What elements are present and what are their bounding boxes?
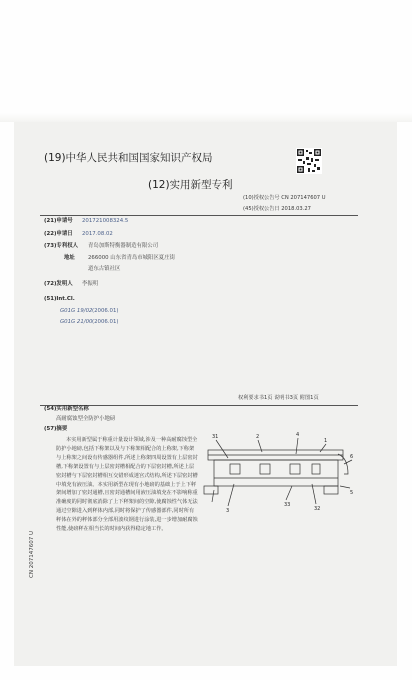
- application-number-label: (21)申请号: [44, 218, 73, 224]
- page-count-info: 权利要求书1页 说明书3页 附图1页: [238, 395, 319, 401]
- patentee: 青岛加斯特衡器制造有限公司: [88, 243, 159, 249]
- patentee-label: (73)专利权人: [44, 243, 78, 249]
- figure-label: 33: [284, 502, 291, 508]
- figure-label: 32: [314, 506, 321, 512]
- header-rule: [40, 215, 358, 216]
- title-label: (54)实用新型名称: [44, 406, 89, 412]
- side-publication-number: CN 207147607 U: [29, 531, 35, 578]
- figure-label: 2: [256, 434, 260, 440]
- figure-label: 5: [350, 490, 354, 496]
- figure-label: 6: [350, 454, 354, 460]
- figure-label: 1: [324, 438, 328, 444]
- int-cl-version: (2006.01): [92, 308, 119, 314]
- abstract-label: (57)摘要: [44, 426, 68, 432]
- address-line-1: 266000 山东省青岛市城阳区夏庄街: [88, 255, 175, 261]
- application-date-label: (22)申请日: [44, 231, 73, 237]
- publication-number: (10)授权公告号 CN 207147607 U: [243, 195, 326, 201]
- address-label: 地址: [64, 255, 75, 261]
- inventor-label: (72)发明人: [44, 281, 73, 287]
- application-date: 2017.08.02: [82, 231, 113, 237]
- inventor: 李振明: [82, 281, 99, 287]
- application-number: 201721008324.5: [82, 218, 129, 224]
- int-cl-code: G01G 21/00: [60, 319, 93, 325]
- utility-model-title: 高耐腐蚀型全防护小地磅: [56, 416, 116, 422]
- scale-cross-section-figure: [200, 428, 355, 523]
- publication-date: (45)授权公告日 2018.03.27: [243, 206, 311, 212]
- address-line-2: 道东古镇社区: [88, 266, 121, 272]
- figure-label: 4: [296, 432, 300, 438]
- int-cl-label: (51)Int.Cl.: [44, 296, 75, 302]
- int-cl-code: G01G 19/02: [60, 308, 93, 314]
- page-top-edge: [0, 112, 412, 122]
- document-type: (12)实用新型专利: [148, 179, 233, 191]
- figure-label: 3: [226, 508, 230, 514]
- figure-label: 31: [212, 434, 219, 440]
- int-cl-version: (2006.01): [92, 319, 119, 325]
- office-name: (19)中华人民共和国国家知识产权局: [44, 152, 213, 164]
- qr-code-icon: [296, 148, 322, 174]
- patent-page: [14, 122, 397, 666]
- abstract-text: 本实用新型属于称重计量设计领域,涉及一种高耐腐蚀型全防护小地磅,包括下称架以及与下称架相配合的上称架,下称架与上称架之间设有传感器组件,所述上称架四周设置有上层密封槽,下称架设置有与上层密封槽相配合的下层密封槽,所述上层密封槽与下层密封槽相互交错形成迷宫式结构,所述下层密封槽中填充有液压油。本实用新型在现有小地磅的基础上于上下秤架间增加了密封通槽,且密封通槽间用液压油填充在不影响称重准确度的同时彻底消除了上下秤架间的空隙,使腐蚀性气体无法通过空隙进入到秤体内部,同时将保护了传感器部件,同时所有秤体在外的秤体部分全部用波纹钢进行涂装,进一步增加耐腐蚀性能,使磅秤在相当长的时间内获得稳定地工作。: [56, 437, 198, 533]
